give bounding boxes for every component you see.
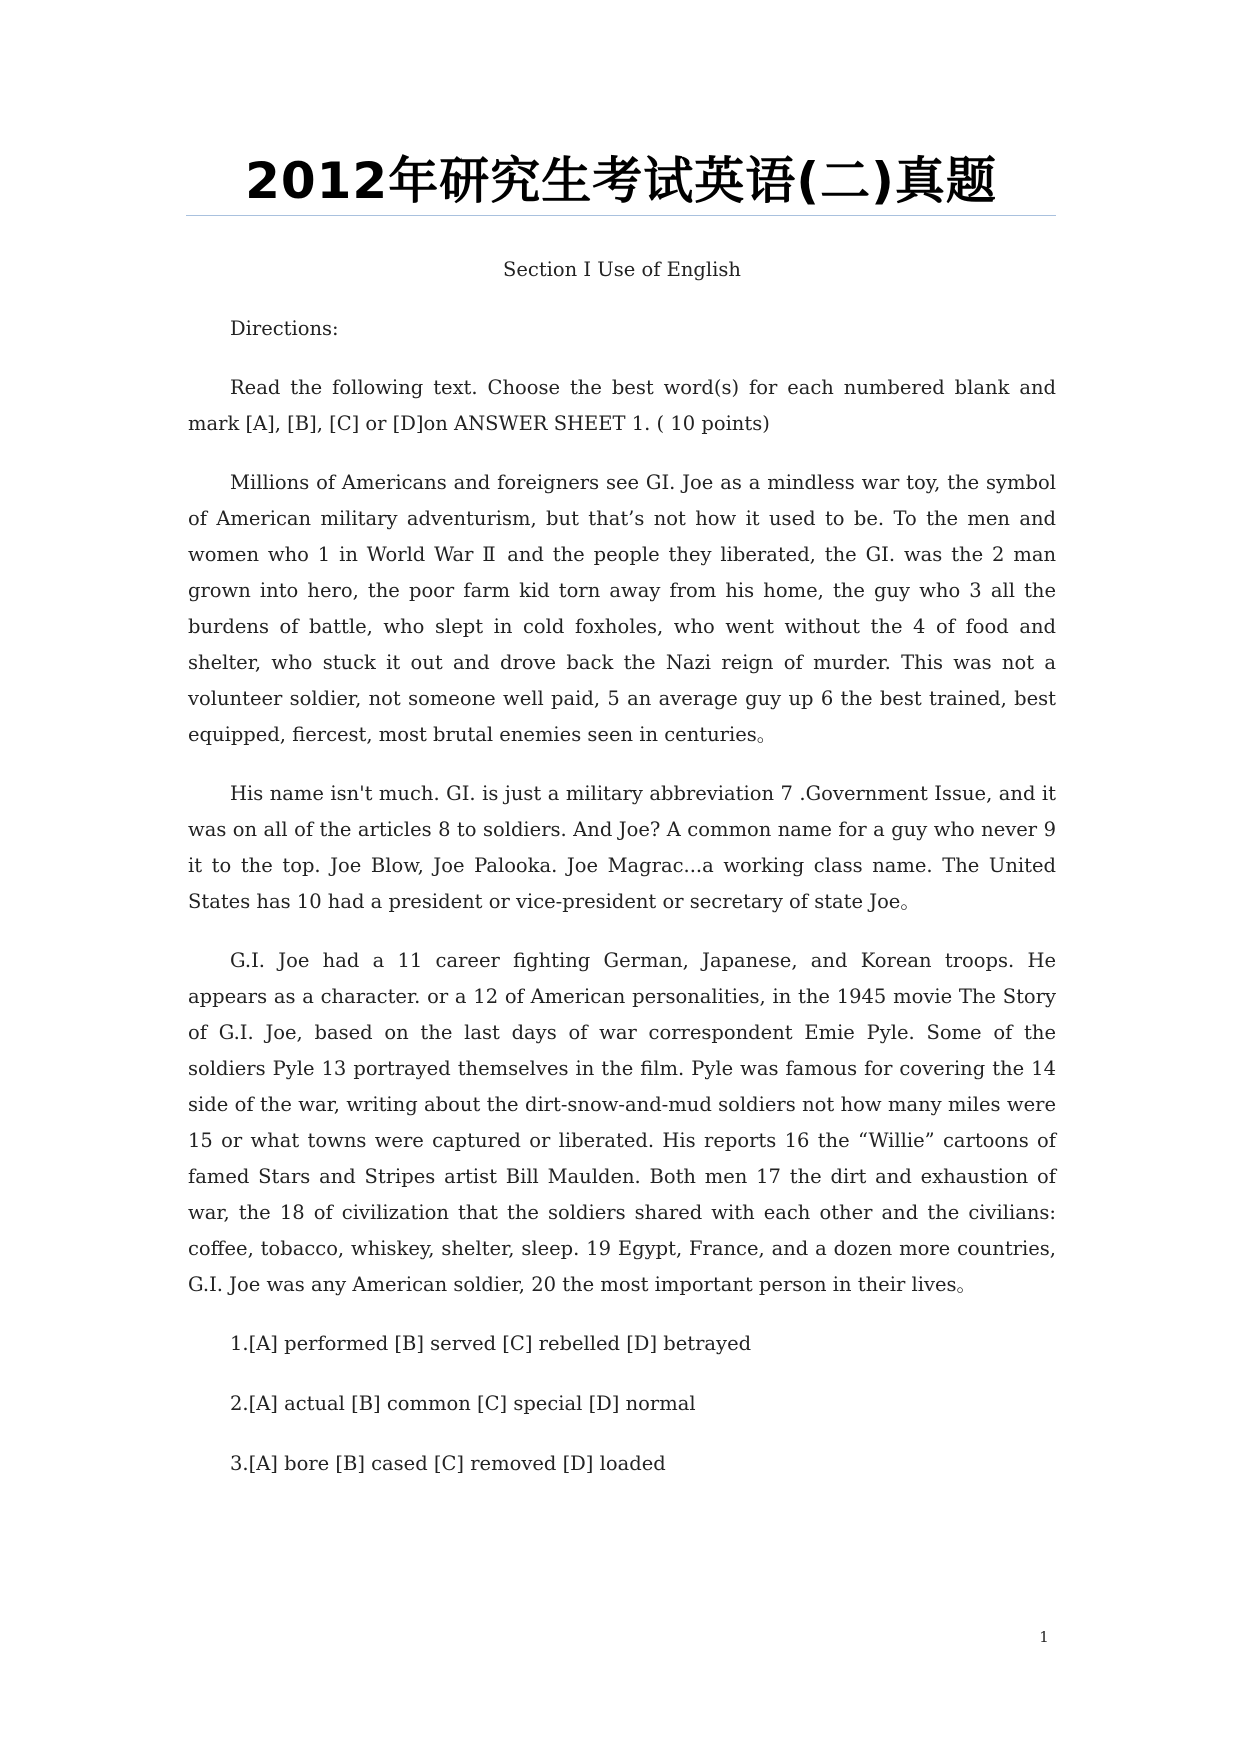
document-title: 2012年研究生考试英语(二)真题 xyxy=(245,152,997,210)
question-option-1: 1.[A] performed [B] served [C] rebelled [D] betrayed xyxy=(230,1332,752,1355)
page-number: 1 xyxy=(1039,1628,1049,1646)
passage-paragraph-1: Millions of Americans and foreigners see GI. Joe as a mindless war toy, the symbol of American military adventurism, but that’s not how it used to be. To the men and women who 1 in World War Ⅱ and the people they liberated, the GI. was the 2 man grown into hero, the poor farm kid torn away from his home, the guy who 3 all the burdens of battle, who slept in cold foxholes, who went without the 4 of food and shelter, who stuck it out and drove back the Nazi reign of murder. This was not a volunteer soldier, not someone well paid, 5 an average guy up 6 the best trained, best equipped, fiercest, most brutal enemies seen in centuries。 xyxy=(188,471,1056,746)
section-heading: Section Ⅰ Use of English xyxy=(503,258,741,281)
question-option-3: 3.[A] bore [B] cased [C] removed [D] loaded xyxy=(230,1452,666,1475)
question-option-2: 2.[A] actual [B] common [C] special [D] normal xyxy=(230,1392,696,1415)
passage-paragraph-3: G.I. Joe had a 11 career fighting German, Japanese, and Korean troops. He appears as a character. or a 12 of American personalities, in the 1945 movie The Story of G.I. Joe, based on the last days of war correspondent Emie Pyle. Some of the soldiers Pyle 13 portrayed themselves in the film. Pyle was famous for covering the 14 side of the war, writing about the dirt-snow-and-mud soldiers not how many miles were 15 or what towns were captured or liberated. His reports 16 the “Willie” cartoons of famed Stars and Stripes artist Bill Maulden. Both men 17 the dirt and exhaustion of war, the 18 of civilization that the soldiers shared with each other and the civilians: coffee, tobacco, whiskey, shelter, sleep. 19 Egypt, France, and a dozen more countries, G.I. Joe was any American soldier, 20 the most important person in their lives。 xyxy=(188,949,1056,1296)
document-body xyxy=(188,252,1056,1506)
title-divider xyxy=(186,215,1056,216)
passage-paragraph-2: His name isn't much. GI. is just a military abbreviation 7 .Government Issue, and it was on all of the articles 8 to soldiers. And Joe? A common name for a guy who never 9 it to the top. Joe Blow, Joe Palooka. Joe Magrac...a working class name. The United States has 10 had a president or vice-president or secretary of state Joe。 xyxy=(188,782,1056,913)
directions-text: Read the following text. Choose the best word(s) for each numbered blank and mark [A], [B], [C] or [D]on ANSWER SHEET 1. ( 10 points) xyxy=(188,376,1056,435)
directions-label: Directions: xyxy=(230,317,339,340)
